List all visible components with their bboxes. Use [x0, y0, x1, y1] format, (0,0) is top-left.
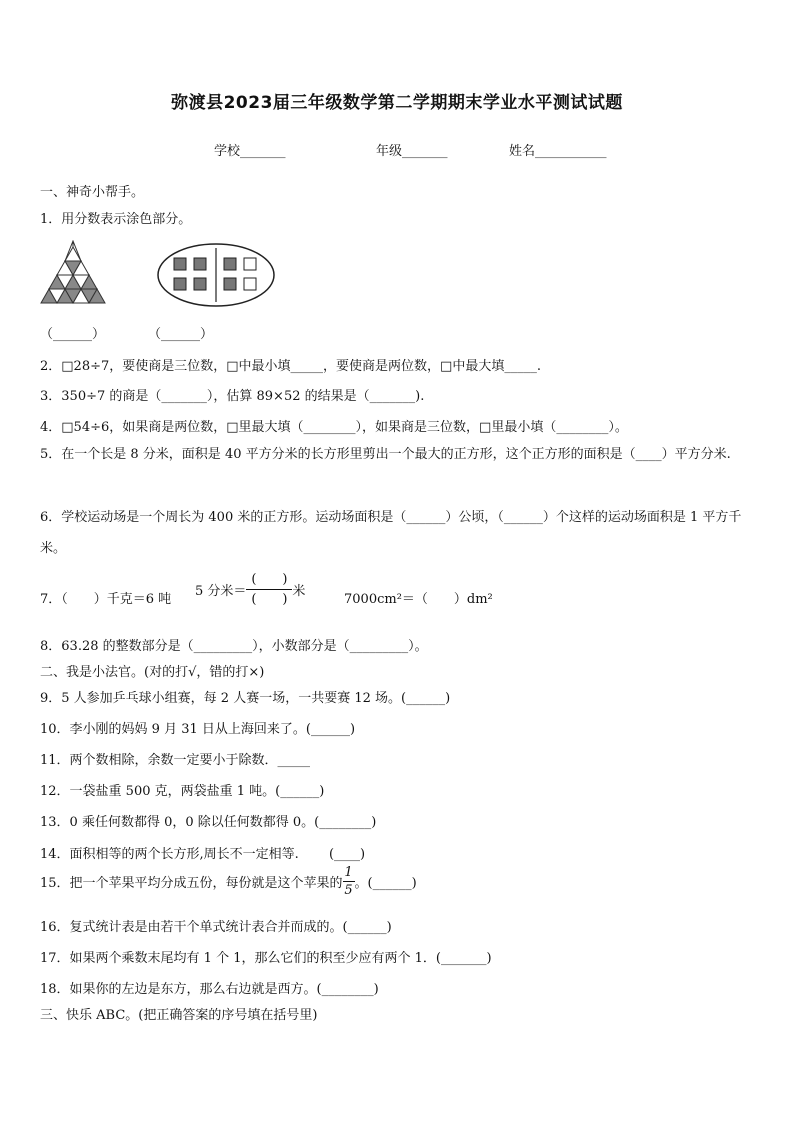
- q15-prefix: 15．把一个苹果平均分成五份，每份就是这个苹果的: [40, 876, 343, 891]
- page-title: 弥渡县2023届三年级数学第二学期期末学业水平测试试题: [171, 93, 623, 113]
- q15-suffix: 。(______): [354, 876, 417, 891]
- question-14: 14．面积相等的两个长方形,周长不一定相等. (____): [40, 847, 366, 862]
- question-3: 3．350÷7 的商是（_______），估算 89×52 的结果是（_______).: [40, 389, 425, 404]
- question-4: 4．□54÷6，如果商是两位数，□里最大填（________），如果商是三位数，□里最小填（________）。: [40, 420, 628, 435]
- q7-prefix: 5 分米＝: [195, 584, 247, 599]
- question-10: 10．李小刚的妈妈 9 月 31 日从上海回来了。(______): [40, 722, 356, 737]
- question-1: 1．用分数表示涂色部分。: [40, 212, 192, 227]
- question-7-part-1: 7．（ ）千克＝6 吨: [40, 592, 172, 607]
- q15-fraction: [343, 866, 355, 897]
- question-6: 6．学校运动场是一个周长为 400 米的正方形。运动场面积是（______）公顷，（______）个这样的运动场面积是 1 平方千米。: [40, 510, 742, 556]
- question-2: 2．□28÷7，要使商是三位数，□中最小填_____，要使商是两位数，□中最大填_____.: [40, 359, 541, 374]
- name-field[interactable]: 姓名___________: [509, 144, 607, 159]
- q1-blank-2[interactable]: （______）: [148, 327, 214, 342]
- grade-field[interactable]: 年级_______: [376, 144, 448, 159]
- question-16: 16．复式统计表是由若干个单式统计表合并而成的。(______): [40, 920, 392, 935]
- q15-frac-num: 1: [344, 865, 353, 880]
- question-17: 17．如果两个乘数末尾均有 1 个 1，那么它们的积至少应有两个 1．(_______): [40, 951, 492, 966]
- q7-frac-num[interactable]: ( ): [251, 572, 288, 587]
- question-15: [40, 866, 417, 897]
- question-7-part-2: [195, 573, 305, 606]
- section-1-heading: 一、神奇小帮手。: [40, 185, 145, 200]
- question-11: 11．两个数相除，余数一定要小于除数．_____: [40, 753, 311, 768]
- q15-frac-den: 5: [344, 883, 353, 898]
- q1-blank-1[interactable]: （______）: [40, 327, 106, 342]
- question-9: 9．5 人参加乒乓球小组赛，每 2 人赛一场，一共要赛 12 场。(______): [40, 691, 451, 706]
- question-13: 13．0 乘任何数都得 0，0 除以任何数都得 0。(________): [40, 815, 377, 830]
- q7-suffix: 米: [292, 584, 306, 599]
- question-8: 8．63.28 的整数部分是（_________），小数部分是（_________）。: [40, 639, 428, 654]
- school-field[interactable]: 学校_______: [214, 144, 286, 159]
- triangle-figure: [40, 240, 106, 304]
- question-18: 18．如果你的左边是东方，那么右边就是西方。(________): [40, 982, 379, 997]
- q7-frac-den[interactable]: ( ): [251, 592, 288, 607]
- question-5: 5．在一个长是 8 分米，面积是 40 平方分米的长方形里剪出一个最大的正方形，这个正方形的面积是（____）平方分米.: [40, 447, 731, 462]
- section-2-heading: 二、我是小法官。(对的打√，错的打×): [40, 665, 265, 680]
- question-12: 12．一袋盐重 500 克，两袋盐重 1 吨。(______): [40, 784, 325, 799]
- q7-fraction: [246, 573, 292, 606]
- question-7-part-3: 7000cm²＝（ ）dm²: [344, 592, 493, 607]
- section-3-heading: 三、快乐 ABC。(把正确答案的序号填在括号里): [40, 1008, 318, 1023]
- ellipse-squares-figure: [156, 242, 276, 308]
